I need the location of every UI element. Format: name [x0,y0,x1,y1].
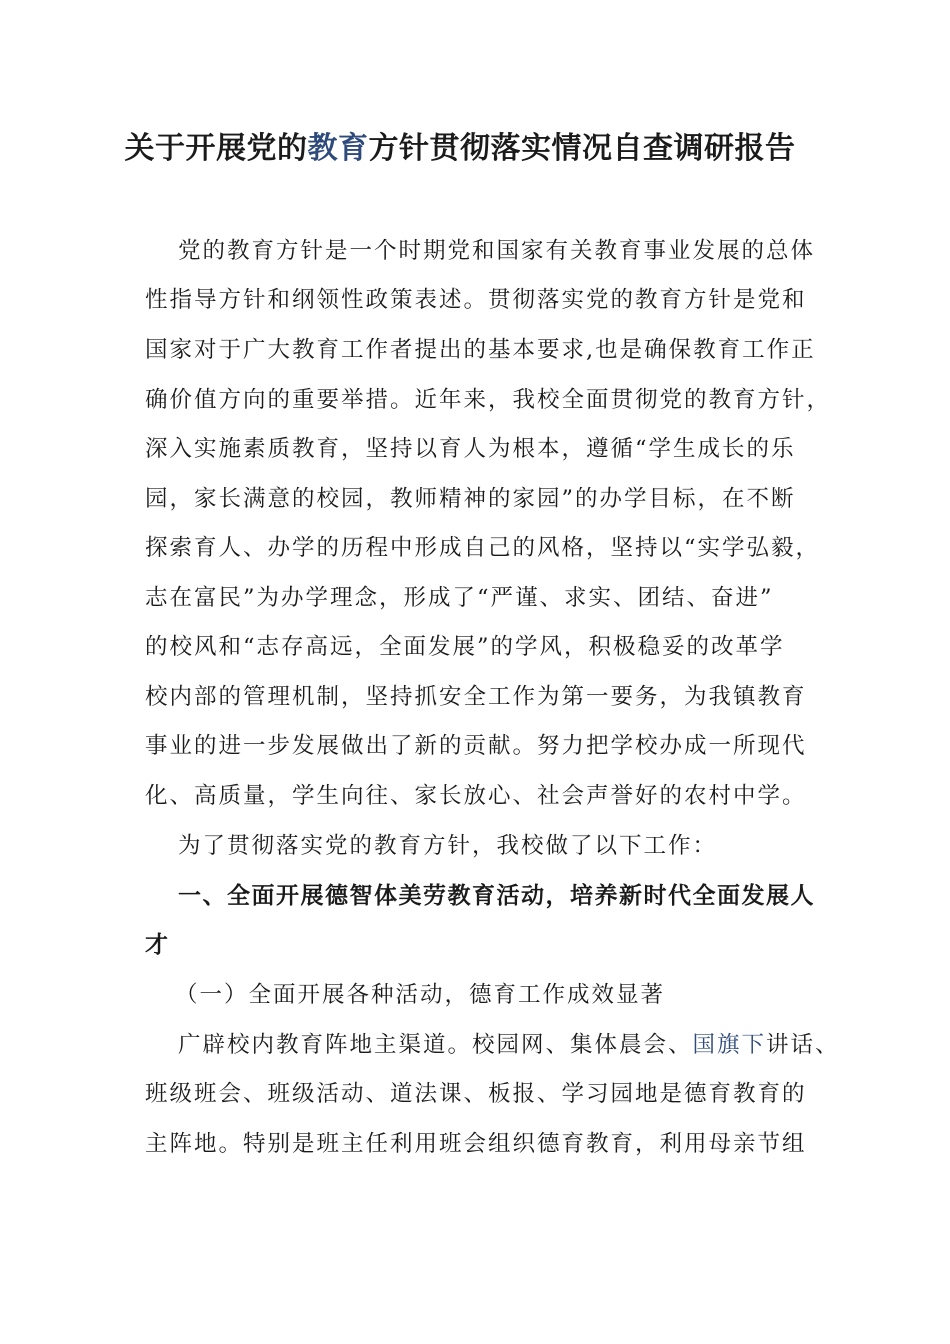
paragraph-3-line-3: 主阵地。特别是班主任利用班会组织德育教育，利用母亲节组 [145,1131,807,1157]
title-part-2: 方针贯彻落实情况自查调研报告 [368,131,796,166]
paragraph-1-line-10: 校内部的管理机制，坚持抓安全工作为第一要务，为我镇教育 [145,684,807,710]
title-part-1: 关于开展党的 [124,131,308,166]
flag-speech-link[interactable]: 国旗下 [692,1032,767,1058]
paragraph-1-line-6: 园，家长满意的校园，教师精神的家园”的办学目标，在不断 [145,486,796,512]
paragraph-1-line-4: 确价值方向的重要举措。近年来，我校全面贯彻党的教育方针， [145,387,832,413]
paragraph-3-line-1 [178,1025,840,1065]
paragraph-1-line-8: 志在富民”为办学理念，形成了“严谨、求实、团结、奋进” [145,585,774,611]
section-heading-1-line-1: 一、全面开展德智体美劳教育活动，培养新时代全面发展人 [178,883,815,909]
paragraph-1-line-2: 性指导方针和纲领性政策表述。贯彻落实党的教育方针是党和 [145,287,807,313]
paragraph-1-line-1: 党的教育方针是一个时期党和国家有关教育事业发展的总体 [178,238,816,264]
paragraph-1-line-5: 深入实施素质教育，坚持以育人为根本，遵循“学生成长的乐 [145,436,796,462]
paragraph-3-line-1-end: 讲话、 [766,1032,840,1058]
paragraph-1-line-9: 的校风和“志存高远，全面发展”的学风，积极稳妥的改革学 [145,634,785,660]
title-link-word[interactable]: 教育 [307,131,369,166]
paragraph-1-line-12: 化、高质量，学生向往、家长放心、社会声誉好的农村中学。 [145,783,807,809]
paragraph-1-line-3: 国家对于广大教育工作者提出的基本要求,也是确保教育工作正 [145,337,816,363]
paragraph-1-line-11: 事业的进一步发展做出了新的贡献。努力把学校办成一所现代 [145,733,807,759]
sub-heading-1: （一）全面开展各种活动，德育工作成效显著 [175,982,666,1008]
paragraph-2: 为了贯彻落实党的教育方针，我校做了以下工作： [178,833,718,859]
document-title [0,124,920,174]
paragraph-3-line-2: 班级班会、班级活动、道法课、板报、学习园地是德育教育的 [145,1081,807,1107]
paragraph-3-line-1-start: 广辟校内教育阵地主渠道。校园网、集体晨会、 [178,1032,693,1058]
paragraph-1-line-7: 探索育人、办学的历程中形成自己的风格，坚持以“实学弘毅， [145,535,821,561]
section-heading-1-line-2: 才 [145,932,170,958]
